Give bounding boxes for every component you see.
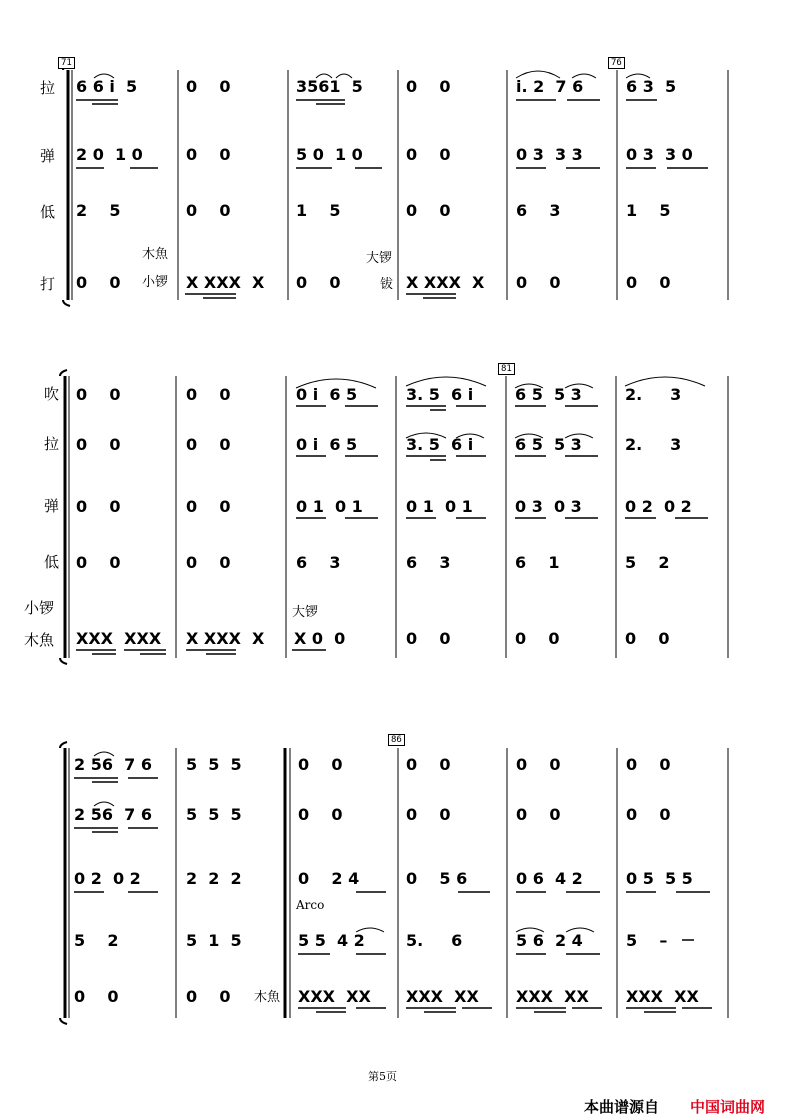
- s3-r2-m5: 0 0: [516, 805, 561, 824]
- s3-r2-m2: 5 5 5: [186, 805, 242, 824]
- part-label-la-2: 拉: [44, 435, 60, 453]
- part-label-di: 低: [40, 203, 56, 221]
- s1-da-m6: 0 0: [626, 273, 671, 292]
- s2-muyu-m2: X XXX X: [186, 629, 265, 648]
- s1-da-m2: X XXX X: [186, 273, 265, 292]
- s3-r1-m3: 0 0: [298, 755, 343, 774]
- s3-r2-m6: 0 0: [626, 805, 671, 824]
- s2-la-m5: 6 5 5 3: [515, 435, 582, 454]
- s3-r5-m1: 0 0: [74, 987, 119, 1006]
- s1-tan-m6: 0 3 3 0: [626, 145, 693, 164]
- s2-di-m2: 0 0: [186, 553, 231, 572]
- part-label-tan: 弹: [40, 147, 56, 165]
- s2-la-m6: 2. 3: [625, 435, 682, 454]
- s2-di-m3: 6 3: [296, 553, 341, 572]
- s1-la-m4: 0 0: [406, 77, 451, 96]
- inst-bo-1: 钹: [380, 277, 394, 292]
- s2-muyu-m6: 0 0: [625, 629, 670, 648]
- inst-muyu-3: 木魚: [254, 990, 281, 1005]
- s3-r3-m1: 0 2 0 2: [74, 869, 141, 888]
- s2-chui-m3: 0 i 6 5: [296, 385, 358, 404]
- s2-di-m5: 6 1: [515, 553, 560, 572]
- s2-muyu-m4: 0 0: [406, 629, 451, 648]
- s3-r3-m5: 0 6 4 2: [516, 869, 583, 888]
- s1-di-m5: 6 3: [516, 201, 561, 220]
- part-label-xiaoluo: 小锣: [24, 599, 55, 617]
- s2-di-m1: 0 0: [76, 553, 121, 572]
- s3-r2-m4: 0 0: [406, 805, 451, 824]
- s3-r1-m2: 5 5 5: [186, 755, 242, 774]
- s2-tan-m5: 0 3 0 3: [515, 497, 582, 516]
- part-label-muyu: 木魚: [24, 631, 55, 649]
- part-label-chui: 吹: [44, 385, 60, 403]
- s1-di-m1: 2 5: [76, 201, 121, 220]
- part-label-la: 拉: [40, 79, 56, 97]
- part-label-da: 打: [40, 275, 56, 293]
- s2-chui-m4: 3. 5 6 i: [406, 385, 474, 404]
- s3-r1-m4: 0 0: [406, 755, 451, 774]
- s2-tan-m1: 0 0: [76, 497, 121, 516]
- s2-di-m4: 6 3: [406, 553, 451, 572]
- s2-tan-m3: 0 1 0 1: [296, 497, 363, 516]
- s2-chui-m5: 6 5 5 3: [515, 385, 582, 404]
- part-label-tan-2: 弹: [44, 497, 60, 515]
- s2-la-m2: 0 0: [186, 435, 231, 454]
- s3-r1-m1: 2 56 7 6: [74, 755, 152, 774]
- credit-source: 本曲谱源自: [584, 1098, 660, 1116]
- s2-chui-m1: 0 0: [76, 385, 121, 404]
- s3-r3-m6: 0 5 5 5: [626, 869, 693, 888]
- s3-r4-m2: 5 1 5: [186, 931, 242, 950]
- s2-chui-m2: 0 0: [186, 385, 231, 404]
- s1-la-m3: 3561 5: [296, 77, 363, 96]
- s1-tan-m5: 0 3 3 3: [516, 145, 583, 164]
- s2-muyu-m3: X 0 0: [294, 629, 346, 648]
- s1-la-m6: 6 3 5: [626, 77, 677, 96]
- s1-di-m3: 1 5: [296, 201, 341, 220]
- s2-di-m6: 5 2: [625, 553, 670, 572]
- credit-site[interactable]: 中国词曲网: [690, 1098, 766, 1116]
- s1-di-m2: 0 0: [186, 201, 231, 220]
- inst-daluo-1: 大锣: [366, 251, 393, 266]
- s3-r5-m2: 0 0: [186, 987, 231, 1006]
- inst-daluo-2: 大锣: [292, 605, 319, 620]
- rehearsal-mark-71: 71: [58, 57, 75, 69]
- s3-r1-m5: 0 0: [516, 755, 561, 774]
- inst-xiaoluo-1: 小锣: [142, 275, 169, 290]
- s3-r1-m6: 0 0: [626, 755, 671, 774]
- part-label-di-2: 低: [44, 553, 60, 571]
- s1-di-m6: 1 5: [626, 201, 671, 220]
- page-number: 第5页: [368, 1070, 397, 1083]
- s1-tan-m3: 5 0 1 0: [296, 145, 363, 164]
- s2-chui-m6: 2. 3: [625, 385, 682, 404]
- s1-tan-m2: 0 0: [186, 145, 231, 164]
- s2-tan-m2: 0 0: [186, 497, 231, 516]
- s3-r3-m3: 0 2 4: [298, 869, 360, 888]
- s2-tan-m4: 0 1 0 1: [406, 497, 473, 516]
- s3-r3-m2: 2 2 2: [186, 869, 242, 888]
- s3-r4-m4: 5. 6: [406, 931, 463, 950]
- s3-r4-m3: 5 5 4 2: [298, 931, 365, 950]
- s2-tan-m6: 0 2 0 2: [625, 497, 692, 516]
- s1-tan-m1: 2 0 1 0: [76, 145, 143, 164]
- s1-da-m5: 0 0: [516, 273, 561, 292]
- s1-tan-m4: 0 0: [406, 145, 451, 164]
- s2-muyu-m5: 0 0: [515, 629, 560, 648]
- s3-r5-m6: XXX XX: [626, 987, 699, 1006]
- inst-muyu-1: 木魚: [142, 247, 169, 262]
- s3-r3-m4: 0 5 6: [406, 869, 468, 888]
- s3-r2-m3: 0 0: [298, 805, 343, 824]
- s3-r5-m3: XXX XX: [298, 987, 371, 1006]
- s3-r4-m1: 5 2: [74, 931, 119, 950]
- s3-r5-m4: XXX XX: [406, 987, 479, 1006]
- s3-r5-m5: XXX XX: [516, 987, 589, 1006]
- s3-r4-m5: 5 6 2 4: [516, 931, 583, 950]
- s1-da-m1: 0 0: [76, 273, 121, 292]
- s1-la-m5: i. 2 7 6: [516, 77, 584, 96]
- rehearsal-mark-86: 86: [388, 734, 405, 746]
- s1-la-m2: 0 0: [186, 77, 231, 96]
- rehearsal-mark-76: 76: [608, 57, 625, 69]
- arco-marking: Arco: [296, 898, 325, 912]
- s2-muyu-m1: XXX XXX: [76, 629, 162, 648]
- s2-la-m3: 0 i 6 5: [296, 435, 358, 454]
- rehearsal-mark-81: 81: [498, 363, 515, 375]
- s1-di-m4: 0 0: [406, 201, 451, 220]
- s1-la-m1: 6 6 i 5: [76, 77, 138, 96]
- s3-r4-m6: 5 –: [626, 931, 668, 950]
- s2-la-m4: 3. 5 6 i: [406, 435, 474, 454]
- s2-la-m1: 0 0: [76, 435, 121, 454]
- s3-r2-m1: 2 56 7 6: [74, 805, 152, 824]
- s1-da-m3: 0 0: [296, 273, 341, 292]
- s1-da-m4: X XXX X: [406, 273, 485, 292]
